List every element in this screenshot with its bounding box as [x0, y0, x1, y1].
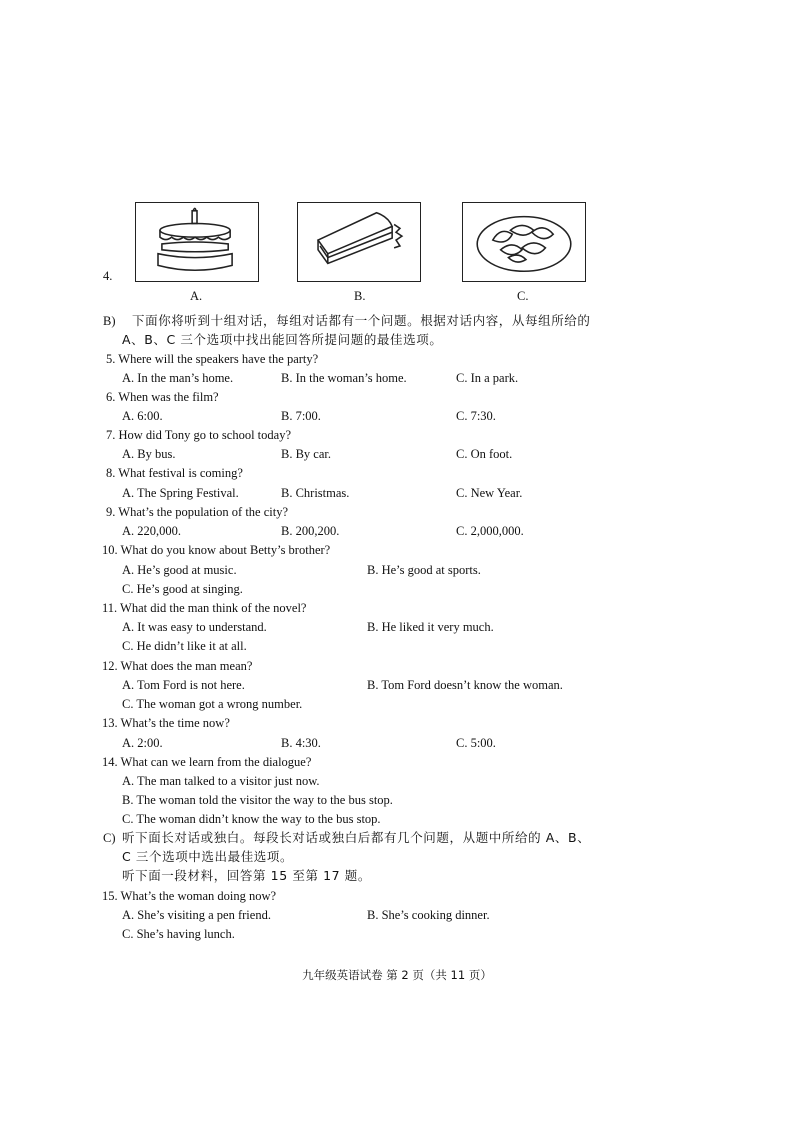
question-15: 15. What’s the woman doing now? [102, 889, 277, 903]
section-c-instruction-2: C 三个选项中选出最佳选项。 [122, 849, 294, 864]
page-footer: 九年级英语试卷 第 2 页（共 11 页） [302, 968, 492, 982]
section-b-label: B) [103, 314, 116, 328]
q11-option-a: A. It was easy to understand. [122, 620, 267, 634]
q8-option-c: C. New Year. [456, 486, 523, 500]
section-c-instruction-3: 听下面一段材料，回答第 15 至第 17 题。 [122, 868, 372, 883]
q8-option-a: A. The Spring Festival. [122, 486, 239, 500]
q11-option-b: B. He liked it very much. [367, 620, 494, 634]
q6-option-a: A. 6:00. [122, 409, 163, 423]
q12-option-c: C. The woman got a wrong number. [122, 697, 303, 711]
option-c-image [462, 202, 586, 282]
q13-option-a: A. 2:00. [122, 736, 163, 750]
q13-option-b: B. 4:30. [281, 736, 321, 750]
q6-option-b: B. 7:00. [281, 409, 321, 423]
question-7: 7. How did Tony go to school today? [106, 428, 291, 442]
q5-option-c: C. In a park. [456, 371, 519, 385]
birthday-cake-icon [136, 203, 258, 281]
q7-option-b: B. By car. [281, 447, 331, 461]
section-b-instruction-2: A、B、C 三个选项中找出能回答所提问题的最佳选项。 [122, 332, 443, 347]
option-a-label: A. [190, 289, 203, 303]
q13-option-c: C. 5:00. [456, 736, 496, 750]
option-b-label: B. [354, 289, 366, 303]
q9-option-b: B. 200,200. [281, 524, 340, 538]
q15-option-b: B. She’s cooking dinner. [367, 908, 490, 922]
q12-option-a: A. Tom Ford is not here. [122, 678, 245, 692]
section-b-instruction-1: 下面你将听到十组对话，每组对话都有一个问题。根据对话内容，从每组所给的 [132, 313, 591, 328]
q10-option-b: B. He’s good at sports. [367, 563, 481, 577]
option-a-image [135, 202, 259, 282]
q15-option-c: C. She’s having lunch. [122, 927, 235, 941]
question-10: 10. What do you know about Betty’s brother? [102, 543, 331, 557]
question-9: 9. What’s the population of the city? [106, 505, 289, 519]
q10-option-a: A. He’s good at music. [122, 563, 237, 577]
q14-option-b: B. The woman told the visitor the way to the bus stop. [122, 793, 393, 807]
option-b-image [297, 202, 421, 282]
question-11: 11. What did the man think of the novel? [102, 601, 307, 615]
q7-option-c: C. On foot. [456, 447, 513, 461]
q5-option-b: B. In the woman’s home. [281, 371, 407, 385]
q6-option-c: C. 7:30. [456, 409, 496, 423]
question-14: 14. What can we learn from the dialogue? [102, 755, 312, 769]
q5-option-a: A. In the man’s home. [122, 371, 234, 385]
section-c-instruction-1: 听下面长对话或独白。每段长对话或独白后都有几个问题，从题中所给的 A、B、 [122, 830, 591, 845]
question-6: 6. When was the film? [106, 390, 219, 404]
q7-option-a: A. By bus. [122, 447, 176, 461]
question-12: 12. What does the man mean? [102, 659, 253, 673]
q9-option-a: A. 220,000. [122, 524, 182, 538]
q11-option-c: C. He didn’t like it at all. [122, 639, 247, 653]
q14-option-a: A. The man talked to a visitor just now. [122, 774, 320, 788]
dumplings-plate-icon [463, 203, 585, 281]
q9-option-c: C. 2,000,000. [456, 524, 524, 538]
q10-option-c: C. He’s good at singing. [122, 582, 243, 596]
q4-number: 4. [103, 269, 113, 283]
question-8: 8. What festival is coming? [106, 466, 243, 480]
q15-option-a: A. She’s visiting a pen friend. [122, 908, 271, 922]
q14-option-c: C. The woman didn’t know the way to the bus stop. [122, 812, 381, 826]
q12-option-b: B. Tom Ford doesn’t know the woman. [367, 678, 563, 692]
option-c-label: C. [517, 289, 529, 303]
question-13: 13. What’s the time now? [102, 716, 230, 730]
q8-option-b: B. Christmas. [281, 486, 350, 500]
section-c-label: C) [103, 831, 116, 845]
question-5: 5. Where will the speakers have the party? [106, 352, 319, 366]
sandwich-icon [298, 203, 420, 281]
